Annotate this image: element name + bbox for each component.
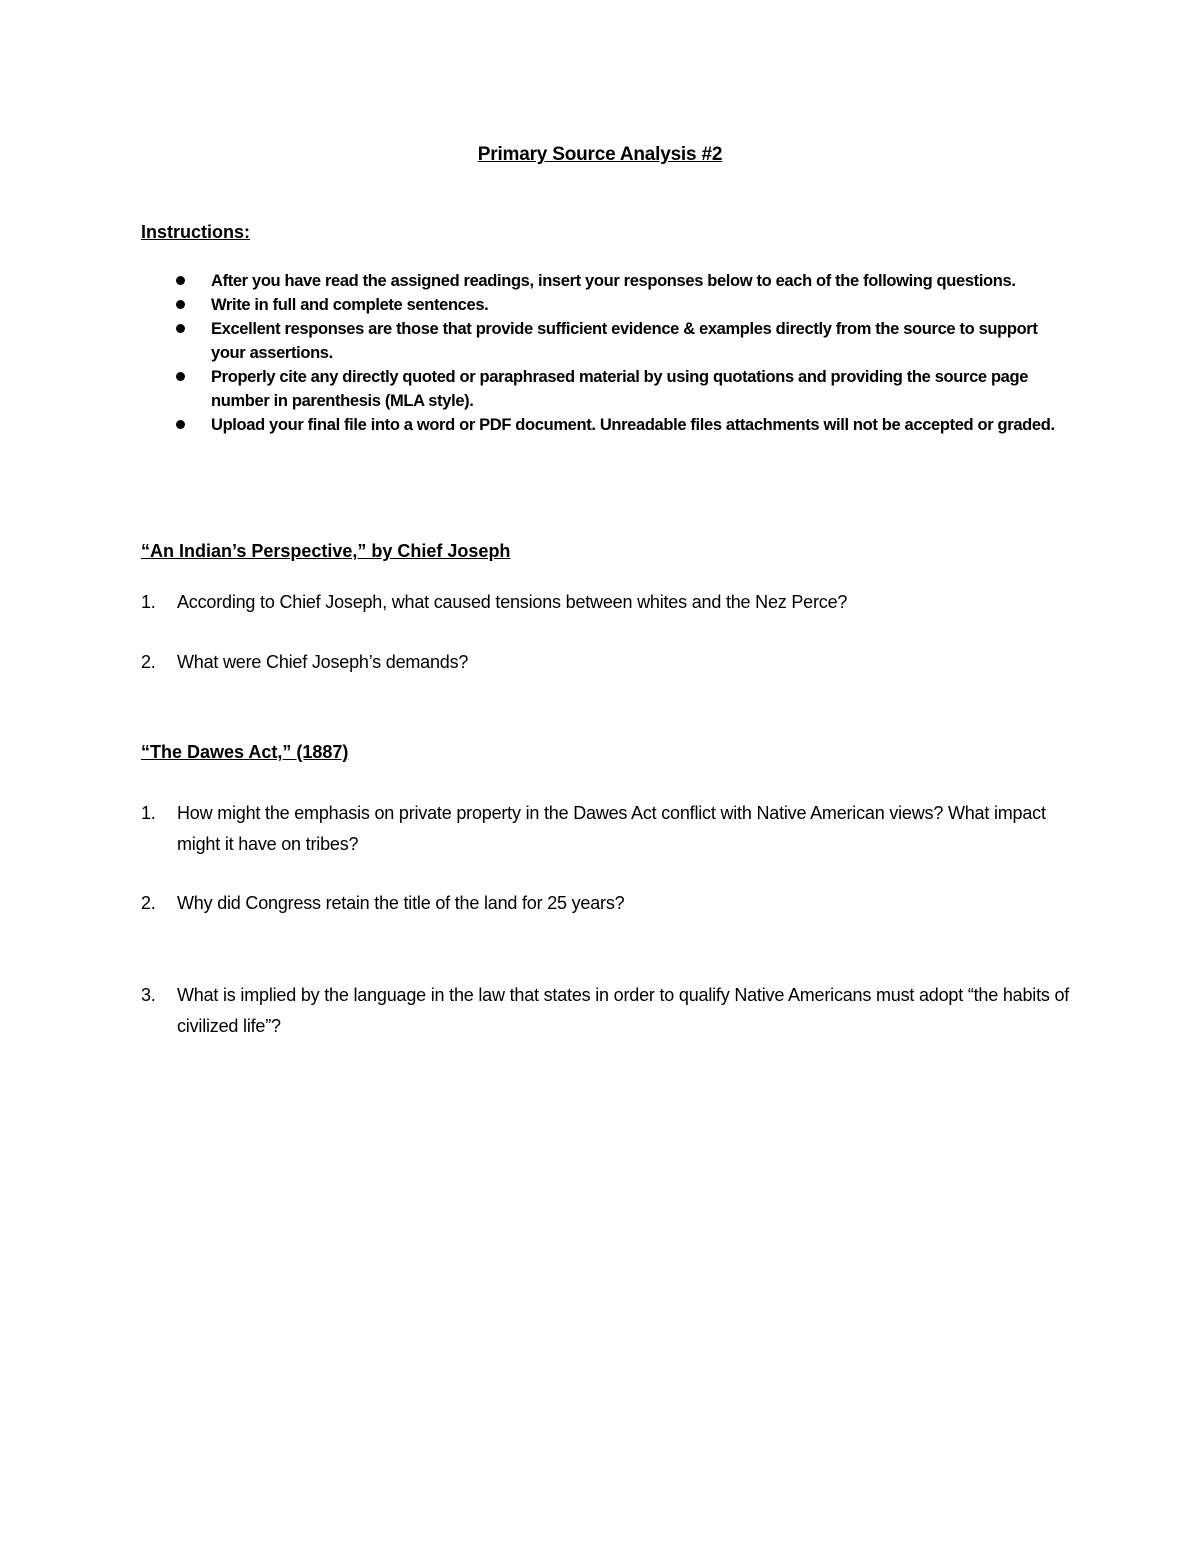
question-text: What is implied by the language in the law that states in order to qualify Native Americans must adopt “the habits of civilized life”? (177, 985, 1070, 1036)
bullet-icon (176, 372, 185, 381)
section-heading-dawes-act: “The Dawes Act,” (1887) (141, 742, 349, 762)
instruction-item (141, 365, 1071, 413)
question-item (141, 888, 1071, 919)
instruction-item (141, 413, 1071, 437)
bullet-icon (176, 276, 185, 285)
question-number: 1. (141, 803, 156, 823)
question-number: 2. (141, 652, 156, 672)
page-title: Primary Source Analysis #2 (477, 144, 723, 165)
instruction-text: Upload your final file into a word or PDF document. Unreadable files attachments will not be accepted or graded. (211, 416, 1055, 434)
instruction-text: After you have read the assigned readings, insert your responses below to each of the following questions. (211, 272, 1016, 290)
question-number: 1. (141, 592, 156, 612)
question-text: How might the emphasis on private property in the Dawes Act conflict with Native American views? What impact might it have on tribes? (177, 803, 1046, 854)
instruction-text: Properly cite any directly quoted or paraphrased material by using quotations and providing the source page number in parenthesis (MLA style). (211, 368, 1029, 410)
bullet-icon (176, 324, 185, 333)
bullet-icon (176, 300, 185, 309)
section-heading-chief-joseph: “An Indian’s Perspective,” by Chief Joseph (141, 541, 511, 561)
bullet-icon (176, 420, 185, 429)
question-item (141, 980, 1071, 1042)
question-item (141, 798, 1071, 860)
question-text: Why did Congress retain the title of the land for 25 years? (177, 893, 625, 913)
question-number: 3. (141, 985, 156, 1005)
question-item (141, 587, 1071, 618)
instructions-list (141, 269, 1071, 437)
instructions-label: Instructions: (141, 222, 251, 242)
instruction-item (141, 293, 1071, 317)
question-text: What were Chief Joseph’s demands? (177, 652, 469, 672)
instruction-text: Excellent responses are those that provide sufficient evidence & examples directly from the source to support your assertions. (211, 320, 1038, 362)
instruction-item (141, 317, 1071, 365)
question-text: According to Chief Joseph, what caused tensions between whites and the Nez Perce? (177, 592, 848, 612)
question-item (141, 647, 1071, 678)
instruction-item (141, 269, 1071, 293)
instruction-text: Write in full and complete sentences. (211, 296, 489, 314)
question-number: 2. (141, 893, 156, 913)
